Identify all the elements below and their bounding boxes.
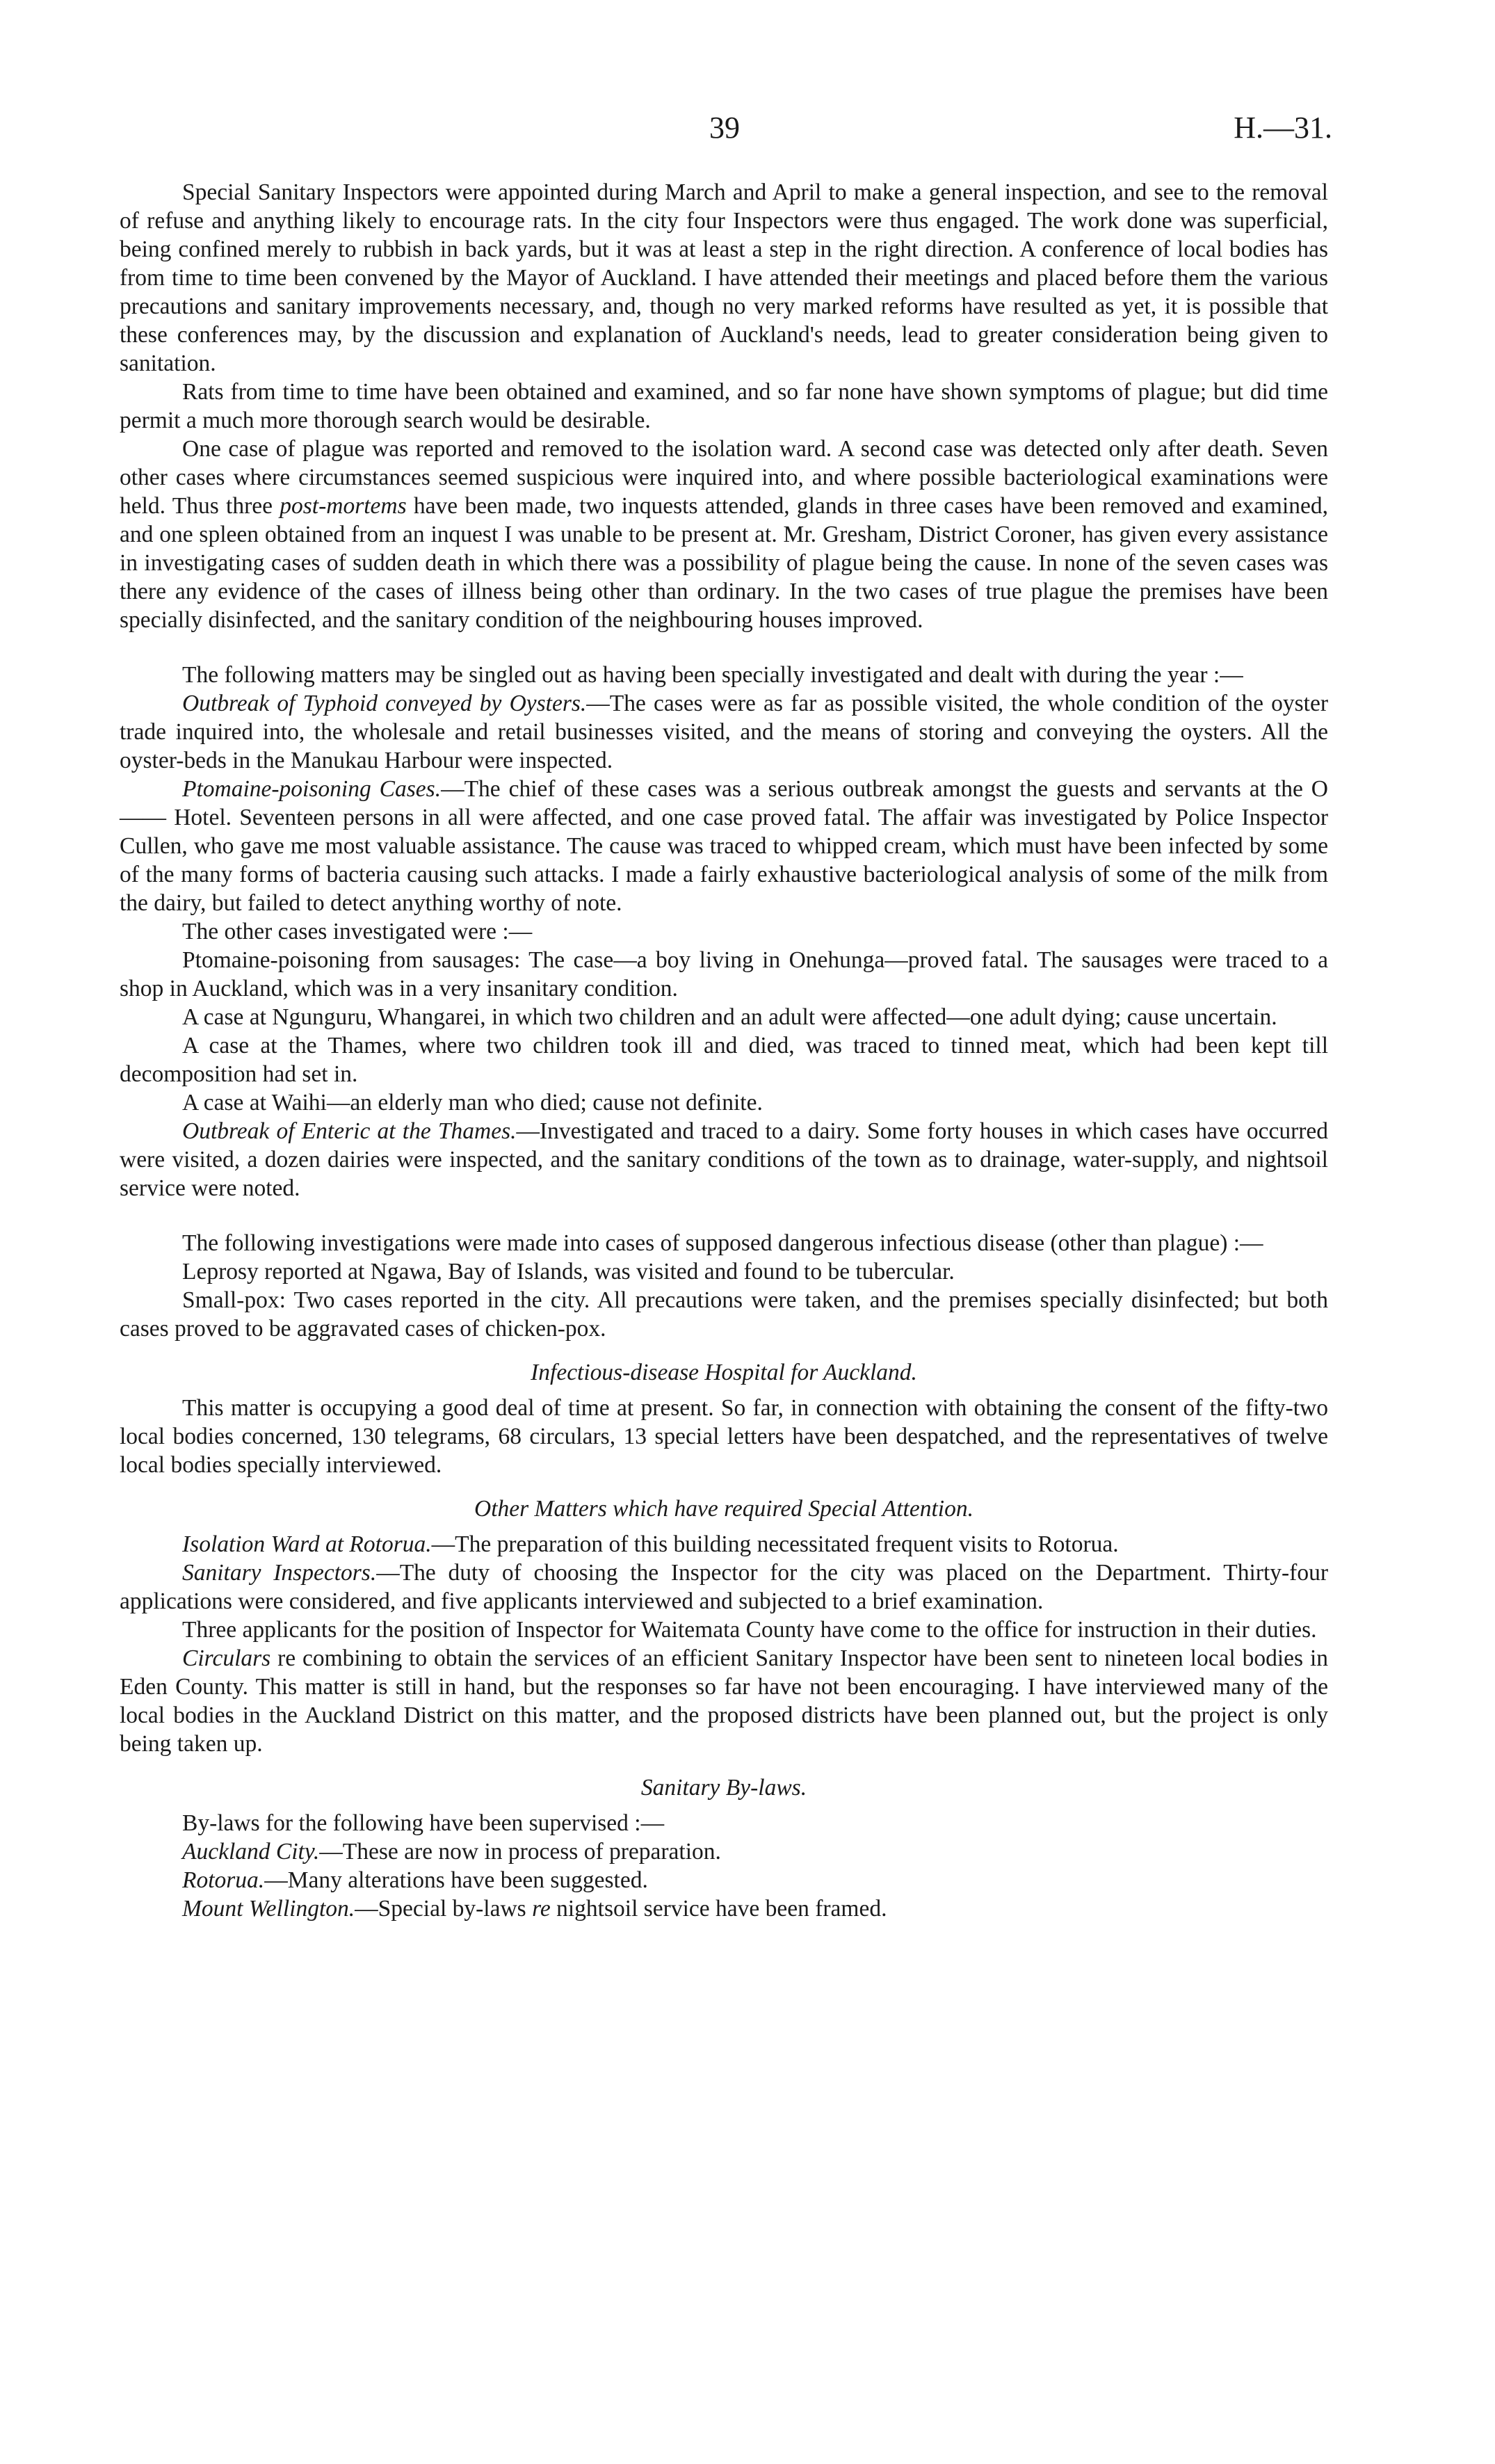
paragraph-inspectors: Special Sanitary Inspectors were appointed during March and April to make a general inspection, and see to the removal of refuse and anything likely to encourage rats. In the city four Inspectors were thus engaged. The work done was superficial, being confined merely to rubbish in back yards, but it was at least a step in the right direction. A conference of local bodies has from time to time been convened by the Mayor of Auckland. I have attended their meetings and placed before them the various precautions and sanitary improvements necessary, and, though no very marked reforms have resulted as yet, it is possible that these conferences may, by the discussion and explanation of Auckland's needs, lead to greater consideration being given to sanitation.	[120, 179, 1328, 376]
page-header	[0, 110, 1495, 152]
enteric-title: Outbreak of Enteric at the Thames.	[182, 1118, 517, 1144]
page-number: 39	[709, 111, 740, 145]
inspectors-title: Sanitary Inspectors.	[182, 1560, 377, 1586]
typhoid-title: Outbreak of Typhoid conveyed by Oysters.	[182, 691, 587, 716]
paragraph-waitemata: Three applicants for the position of Inspector for Waitemata County have come to the office for instruction in their duties.	[182, 1617, 1317, 1643]
paragraph-isolation-ward: Isolation Ward at Rotorua.—The preparation of this building necessitated frequent visits to Rotorua.	[182, 1531, 1119, 1557]
post-mortems-term: post-mortems	[280, 493, 407, 519]
paragraph-hospital: This matter is occupying a good deal of time at present. So far, in connection with obtaining the consent of the fifty-two local bodies concerned, 130 telegrams, 68 circulars, 13 special letters have been despatched, and the representatives of twelve local bodies specially interviewed.	[120, 1395, 1328, 1478]
section-gap	[120, 1202, 1328, 1229]
paragraph-bylaws-auckland: Auckland City.—These are now in process of preparation.	[182, 1839, 721, 1865]
rotorua-title: Rotorua.	[182, 1867, 265, 1893]
heading-sanitary-bylaws: Sanitary By-laws.	[640, 1775, 807, 1801]
re-term: re	[532, 1896, 551, 1922]
heading-other-matters: Other Matters which have required Special Attention.	[474, 1496, 973, 1522]
ptomaine-title: Ptomaine-poisoning Cases.	[182, 776, 442, 802]
paragraph-leprosy: Leprosy reported at Ngawa, Bay of Islands, was visited and found to be tubercular.	[182, 1259, 955, 1285]
paragraph-case-ngunguru: A case at Ngunguru, Whangarei, in which two children and an adult were affected—one adult dying; cause uncertain.	[182, 1004, 1277, 1030]
paragraph-ptomaine: Ptomaine-poisoning Cases.—The chief of these cases was a serious outbreak amongst the guests and servants at the O—— Hotel. Seventeen persons in all were affected, and one case proved fatal. The affair was investigated by Police Inspector Cullen, who gave me most valuable assistance. The cause was traced to whipped cream, which must have been infected by some of the many forms of bacteria causing such attacks. I made a fairly exhaustive bacteriological analysis of some of the milk from the dairy, but failed to detect anything worthy of note.	[120, 776, 1329, 916]
paragraph-smallpox: Small-pox: Two cases reported in the city. All precautions were taken, and the premises specially disinfected; but both cases proved to be aggravated cases of chicken-pox.	[120, 1287, 1328, 1342]
paragraph-typhoid: Outbreak of Typhoid conveyed by Oysters.—The cases were as far as possible visited, the whole condition of the oyster trade inquired into, the wholesale and retail businesses visited, and the means of storing and conveying the oysters. All the oyster-beds in the Manukau Harbour were inspected.	[120, 691, 1328, 773]
paragraph-case-sausages: Ptomaine-poisoning from sausages: The case—a boy living in Onehunga—proved fatal. The sausages were traced to a shop in Auckland, which was in a very insanitary condition.	[120, 947, 1328, 1001]
paragraph-rats: Rats from time to time have been obtained and examined, and so far none have shown symptoms of plague; but did time permit a much more thorough search would be desirable.	[120, 379, 1328, 433]
paragraph-case-thames: A case at the Thames, where two children took ill and died, was traced to tinned meat, which had been kept till decomposition had set in.	[120, 1033, 1328, 1087]
heading-infectious-disease-hospital: Infectious-disease Hospital for Auckland.	[531, 1360, 917, 1385]
section-gap	[120, 634, 1328, 661]
paragraph-bylaws-mount-wellington: Mount Wellington.—Special by-laws re nightsoil service have been framed.	[182, 1896, 887, 1922]
paragraph-bylaws-rotorua: Rotorua.—Many alterations have been suggested.	[182, 1867, 648, 1893]
paragraph-sanitary-inspectors: Sanitary Inspectors.—The duty of choosing the Inspector for the city was placed on the Department. Thirty-four applications were considered, and five applicants interviewed and subjected to a brief examination.	[120, 1560, 1328, 1614]
paragraph-plague-cases: One case of plague was reported and removed to the isolation ward. A second case was detected only after death. Seven other cases where circumstances seemed suspicious were inquired into, and where possible bacteriological examinations were held. Thus three post-mortems have been made, two inquests attended, glands in three cases have been removed and examined, and one spleen obtained from an inquest I was unable to be present at. Mr. Gresham, District Coroner, has given every assistance in investigating cases of sudden death in which there was a possibility of plague being the cause. In none of the seven cases was there any evidence of the cases of illness being other than ordinary. In the two cases of true plague the premises have been specially disinfected, and the sanitary condition of the neighbouring houses improved.	[120, 436, 1328, 633]
isolation-title: Isolation Ward at Rotorua.	[182, 1531, 432, 1557]
document-body	[120, 178, 1328, 1923]
paragraph-other-cases-intro: The other cases investigated were :—	[182, 919, 533, 944]
paragraph-enteric: Outbreak of Enteric at the Thames.—Investigated and traced to a dairy. Some forty houses in which cases have occurred were visited, a dozen dairies were inspected, and the sanitary conditions of the town as to drainage, water-supply, and nightsoil service were noted.	[120, 1118, 1329, 1201]
paragraph-matters-intro: The following matters may be singled out as having been specially investigated and dealt with during the year :—	[182, 662, 1243, 688]
mount-wellington-title: Mount Wellington.	[182, 1896, 355, 1922]
auckland-city-title: Auckland City.	[182, 1839, 320, 1865]
document-reference: H.—31.	[1234, 111, 1332, 145]
paragraph-investigations-intro: The following investigations were made into cases of supposed dangerous infectious disease (other than plague) :—	[182, 1230, 1263, 1256]
paragraph-case-waihi: A case at Waihi—an elderly man who died; cause not definite.	[182, 1090, 763, 1116]
circulars-title: Circulars	[182, 1645, 271, 1671]
paragraph-circulars: Circulars re combining to obtain the services of an efficient Sanitary Inspector have been sent to nineteen local bodies in Eden County. This matter is still in hand, but the responses so far have not been encouraging. I have interviewed many of the local bodies in the Auckland District on this matter, and the proposed districts have been planned out, but the project is only being taken up.	[120, 1645, 1328, 1757]
paragraph-bylaws-intro: By-laws for the following have been supervised :—	[182, 1810, 665, 1836]
